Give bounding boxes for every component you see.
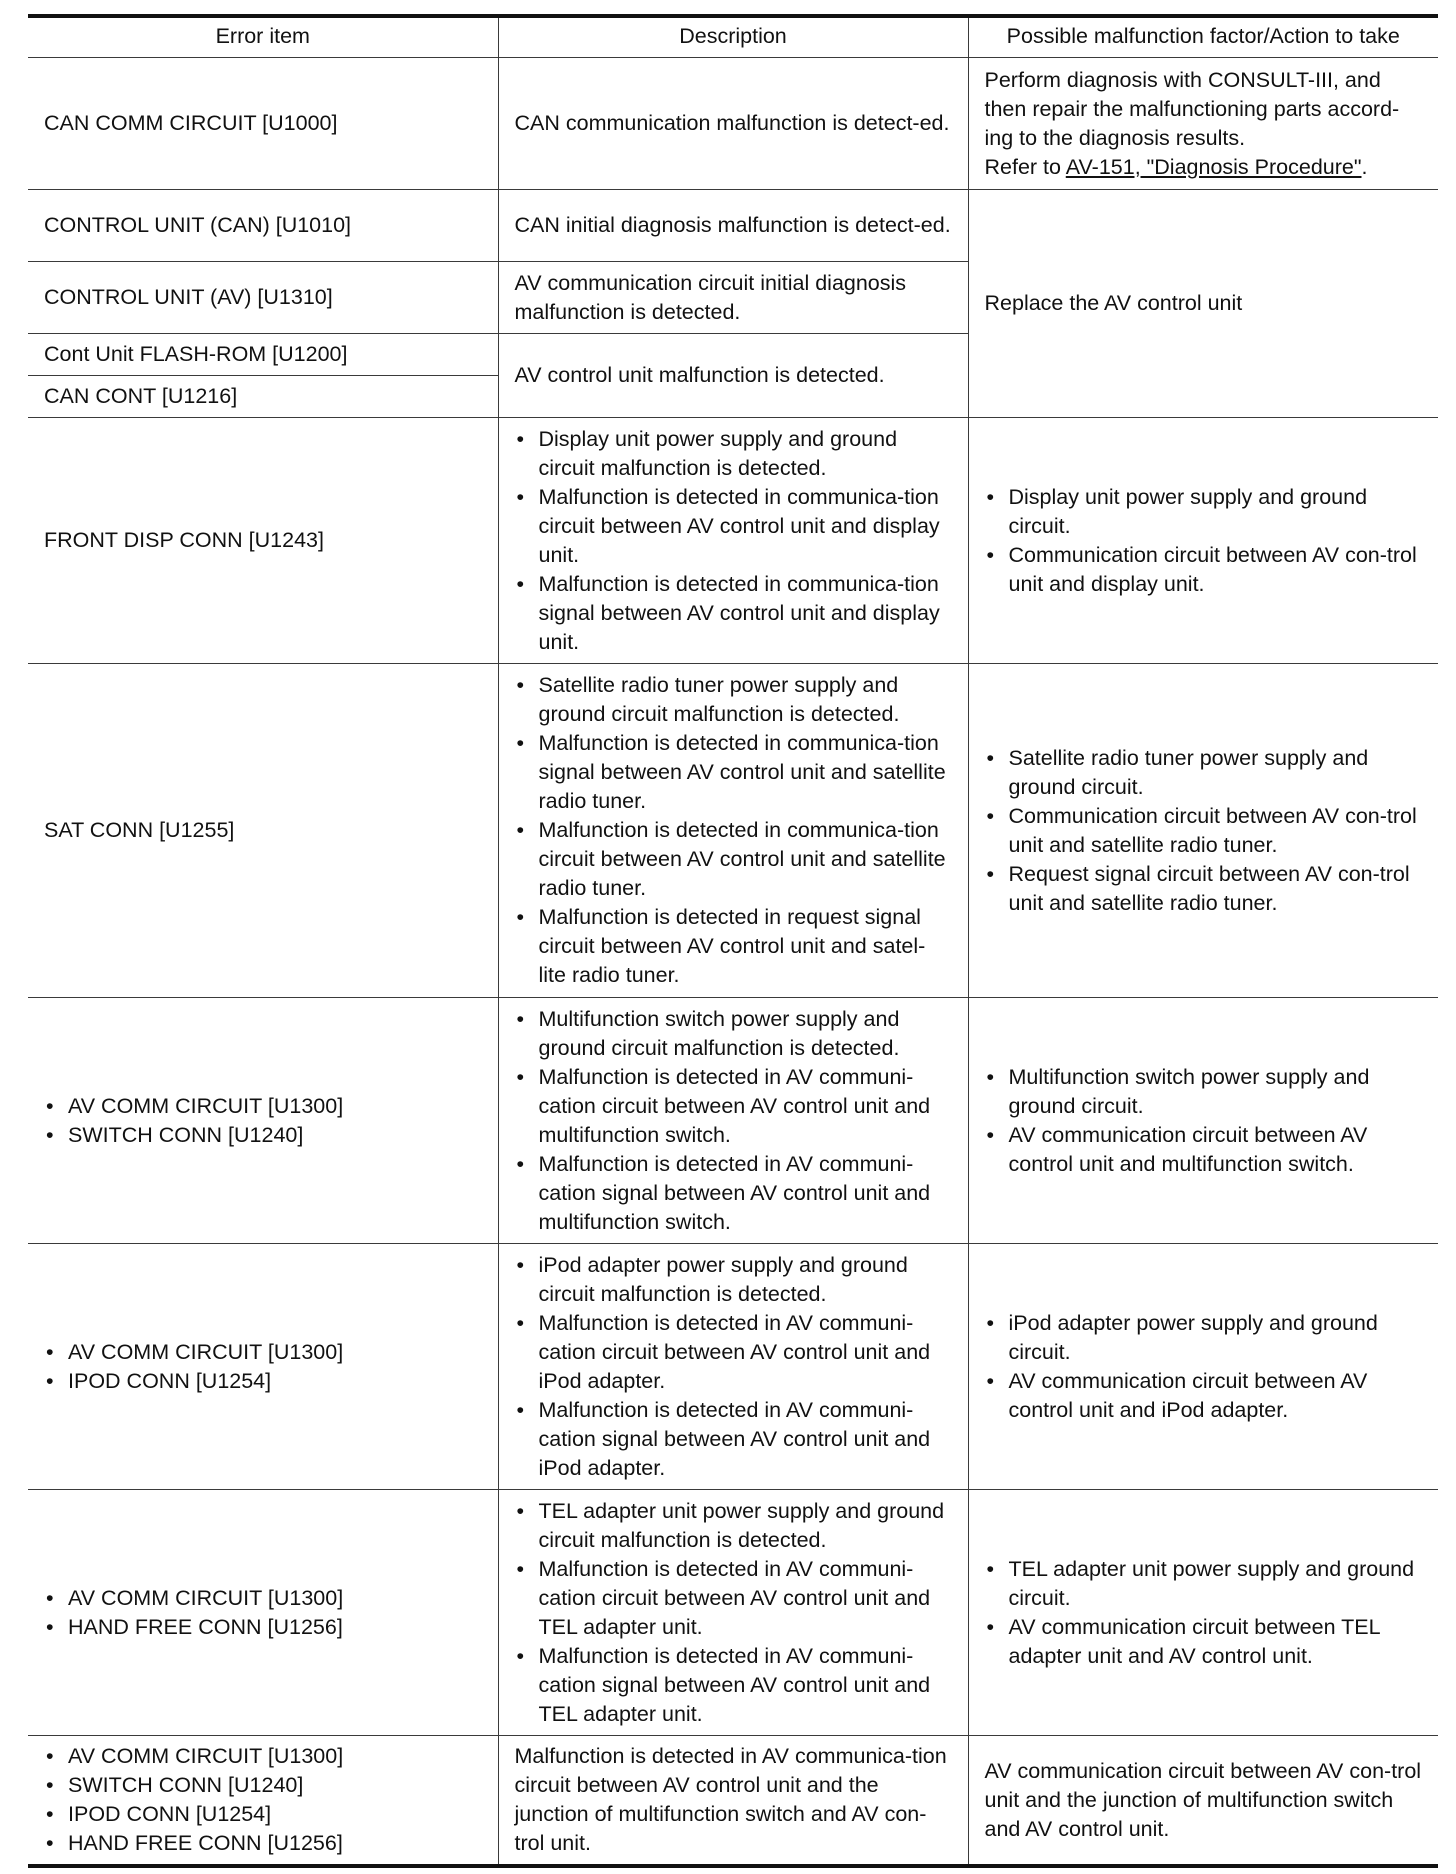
diagnosis-procedure-link[interactable]: AV-151, "Diagnosis Procedure" bbox=[1065, 154, 1362, 179]
list-item: • HAND FREE CONN [U1256] bbox=[44, 1613, 482, 1642]
table-row bbox=[28, 1244, 1438, 1490]
description-cell: AV communication circuit initial diagnosis malfunction is detected. bbox=[498, 262, 968, 334]
action-cell bbox=[968, 998, 1438, 1244]
header-description: Description bbox=[498, 16, 968, 58]
list-item: • Request signal circuit between AV con-trol unit and satellite radio tuner. bbox=[985, 860, 1423, 918]
action-list bbox=[985, 1555, 1423, 1671]
list-item: • SWITCH CONN [U1240] bbox=[44, 1121, 482, 1150]
list-item: • Malfunction is detected in communica-tion circuit between AV control unit and satellite radio tuner. bbox=[515, 816, 952, 903]
description-cell bbox=[498, 664, 968, 998]
list-item: • AV COMM CIRCUIT [U1300] bbox=[44, 1092, 482, 1121]
list-item: • AV communication circuit between AV control unit and iPod adapter. bbox=[985, 1367, 1423, 1425]
error-item-list bbox=[44, 1742, 482, 1858]
list-item: • Multifunction switch power supply and ground circuit. bbox=[985, 1063, 1423, 1121]
description-list bbox=[515, 1005, 952, 1237]
table-row bbox=[28, 58, 1438, 190]
action-cell bbox=[968, 58, 1438, 190]
description-cell bbox=[498, 1490, 968, 1736]
list-item: • iPod adapter power supply and ground circuit malfunction is detected. bbox=[515, 1251, 952, 1309]
list-item: • TEL adapter unit power supply and ground circuit malfunction is detected. bbox=[515, 1497, 952, 1555]
list-item: • Communication circuit between AV con-trol unit and display unit. bbox=[985, 541, 1423, 599]
action-cell bbox=[968, 1490, 1438, 1736]
action-list bbox=[985, 744, 1423, 918]
list-item: • AV COMM CIRCUIT [U1300] bbox=[44, 1584, 482, 1613]
description-cell bbox=[498, 1244, 968, 1490]
error-item-list bbox=[44, 1584, 482, 1642]
list-item: • Malfunction is detected in AV communi-cation signal between AV control unit and TEL adapter unit. bbox=[515, 1642, 952, 1729]
error-item-cell bbox=[28, 998, 498, 1244]
action-list bbox=[985, 1063, 1423, 1179]
error-item-cell: SAT CONN [U1255] bbox=[28, 664, 498, 998]
table-row bbox=[28, 1736, 1438, 1867]
list-item: • iPod adapter power supply and ground circuit. bbox=[985, 1309, 1423, 1367]
description-cell: AV control unit malfunction is detected. bbox=[498, 334, 968, 418]
action-list bbox=[985, 483, 1423, 599]
error-item-cell: CAN CONT [U1216] bbox=[28, 376, 498, 418]
error-item-list bbox=[44, 1338, 482, 1396]
list-item: • TEL adapter unit power supply and ground circuit. bbox=[985, 1555, 1423, 1613]
list-item: • Multifunction switch power supply and ground circuit malfunction is detected. bbox=[515, 1005, 952, 1063]
error-item-cell bbox=[28, 1736, 498, 1867]
action-cell bbox=[968, 664, 1438, 998]
description-list bbox=[515, 1251, 952, 1483]
list-item: • SWITCH CONN [U1240] bbox=[44, 1771, 482, 1800]
description-cell: Malfunction is detected in AV communica-tion circuit between AV control unit and the junction of multifunction switch and AV con-trol unit. bbox=[498, 1736, 968, 1867]
error-item-table bbox=[28, 14, 1438, 1868]
list-item: • IPOD CONN [U1254] bbox=[44, 1800, 482, 1829]
list-item: • Satellite radio tuner power supply and ground circuit. bbox=[985, 744, 1423, 802]
ref-suffix: . bbox=[1361, 154, 1368, 179]
description-cell bbox=[498, 418, 968, 664]
error-item-list bbox=[44, 1092, 482, 1150]
list-item: • Malfunction is detected in communica-tion circuit between AV control unit and display unit. bbox=[515, 483, 952, 570]
error-item-cell: FRONT DISP CONN [U1243] bbox=[28, 418, 498, 664]
list-item: • AV COMM CIRCUIT [U1300] bbox=[44, 1338, 482, 1367]
list-item: • Malfunction is detected in AV communi-cation signal between AV control unit and multifunction switch. bbox=[515, 1150, 952, 1237]
list-item: • IPOD CONN [U1254] bbox=[44, 1367, 482, 1396]
list-item: • Malfunction is detected in AV communi-cation circuit between AV control unit and iPod adapter. bbox=[515, 1309, 952, 1396]
description-list bbox=[515, 1497, 952, 1729]
table-row bbox=[28, 664, 1438, 998]
list-item: • Malfunction is detected in communica-tion signal between AV control unit and display unit. bbox=[515, 570, 952, 657]
header-action: Possible malfunction factor/Action to take bbox=[968, 16, 1438, 58]
action-cell bbox=[968, 418, 1438, 664]
error-item-cell bbox=[28, 1490, 498, 1736]
list-item: • Malfunction is detected in communica-tion signal between AV control unit and satellite radio tuner. bbox=[515, 729, 952, 816]
action-list bbox=[985, 1309, 1423, 1425]
description-cell bbox=[498, 998, 968, 1244]
description-cell: CAN communication malfunction is detect-ed. bbox=[498, 58, 968, 190]
error-item-cell: Cont Unit FLASH-ROM [U1200] bbox=[28, 334, 498, 376]
action-cell: AV communication circuit between AV con-trol unit and the junction of multifunction switch and AV control unit. bbox=[968, 1736, 1438, 1867]
error-item-cell: CONTROL UNIT (CAN) [U1010] bbox=[28, 190, 498, 262]
action-cell bbox=[968, 1244, 1438, 1490]
table-row bbox=[28, 190, 1438, 262]
list-item: • Malfunction is detected in AV communi-cation circuit between AV control unit and TEL adapter unit. bbox=[515, 1555, 952, 1642]
error-item-cell: CAN COMM CIRCUIT [U1000] bbox=[28, 58, 498, 190]
table-row bbox=[28, 998, 1438, 1244]
list-item: • Communication circuit between AV con-trol unit and satellite radio tuner. bbox=[985, 802, 1423, 860]
list-item: • Display unit power supply and ground circuit malfunction is detected. bbox=[515, 425, 952, 483]
table-row bbox=[28, 418, 1438, 664]
action-text: Perform diagnosis with CONSULT-III, and then repair the malfunctioning parts accord-ing to the diagnosis results. bbox=[984, 67, 1400, 150]
description-list bbox=[515, 671, 952, 990]
error-item-cell: CONTROL UNIT (AV) [U1310] bbox=[28, 262, 498, 334]
list-item: • AV communication circuit between AV control unit and multifunction switch. bbox=[985, 1121, 1423, 1179]
list-item: • Satellite radio tuner power supply and ground circuit malfunction is detected. bbox=[515, 671, 952, 729]
list-item: • Malfunction is detected in AV communi-cation circuit between AV control unit and multifunction switch. bbox=[515, 1063, 952, 1150]
description-list bbox=[515, 425, 952, 657]
header-error-item: Error item bbox=[28, 16, 498, 58]
ref-prefix: Refer to bbox=[984, 154, 1066, 179]
description-cell: CAN initial diagnosis malfunction is detect-ed. bbox=[498, 190, 968, 262]
action-reference bbox=[985, 153, 1423, 182]
action-cell: Replace the AV control unit bbox=[968, 190, 1438, 418]
table-header-row bbox=[28, 16, 1438, 58]
list-item: • AV communication circuit between TEL adapter unit and AV control unit. bbox=[985, 1613, 1423, 1671]
error-item-cell bbox=[28, 1244, 498, 1490]
table-row bbox=[28, 1490, 1438, 1736]
list-item: • Malfunction is detected in AV communi-cation signal between AV control unit and iPod adapter. bbox=[515, 1396, 952, 1483]
list-item: • AV COMM CIRCUIT [U1300] bbox=[44, 1742, 482, 1771]
list-item: • Display unit power supply and ground circuit. bbox=[985, 483, 1423, 541]
list-item: • Malfunction is detected in request signal circuit between AV control unit and satel-lite radio tuner. bbox=[515, 903, 952, 990]
list-item: • HAND FREE CONN [U1256] bbox=[44, 1829, 482, 1858]
